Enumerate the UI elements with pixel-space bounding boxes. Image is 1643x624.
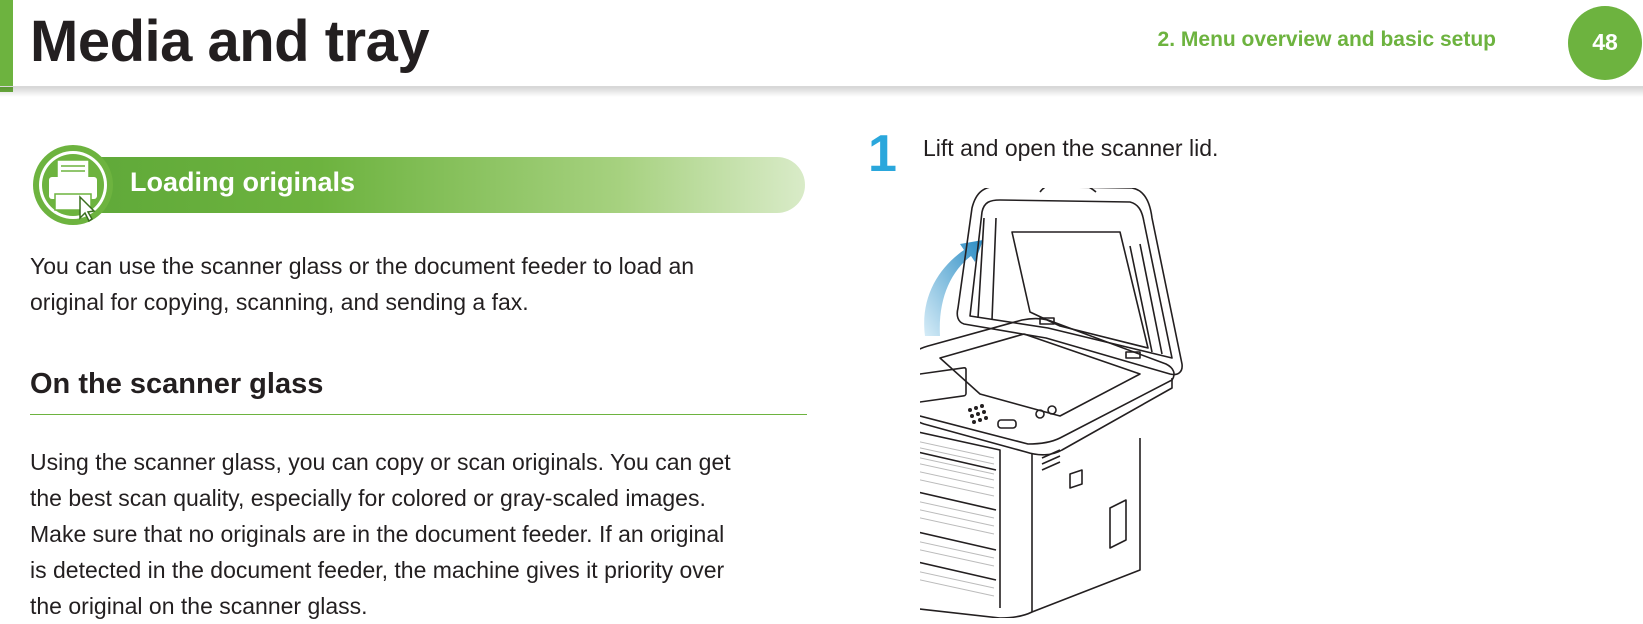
paragraph-line: Make sure that no originals are in the document feeder. If an original: [30, 521, 725, 547]
subsection-heading: On the scanner glass: [30, 368, 324, 400]
section-title: Loading originals: [130, 167, 356, 197]
chapter-title: 2. Menu overview and basic setup: [1157, 28, 1496, 51]
paragraph-line: is detected in the document feeder, the machine gives it priority over: [30, 557, 725, 583]
header-accent-bar: [0, 0, 13, 92]
scanner-glass-paragraph: [30, 444, 810, 624]
paragraph-line: original for copying, scanning, and sending a fax.: [30, 289, 529, 315]
printer-document-icon: [30, 142, 116, 228]
page-number-badge: 48: [1568, 6, 1642, 80]
subsection-divider: [30, 414, 807, 415]
lift-arrow-icon: [924, 240, 983, 336]
step-number: 1: [868, 125, 897, 183]
paragraph-line: You can use the scanner glass or the document feeder to load an: [30, 253, 695, 279]
header-divider: [0, 86, 1643, 97]
intro-paragraph: [30, 248, 810, 320]
paragraph-line: the original on the scanner glass.: [30, 593, 368, 619]
paragraph-line: Using the scanner glass, you can copy or scan originals. You can get: [30, 449, 731, 475]
printer-scanner-lid-open-illustration: [920, 188, 1240, 618]
paragraph-line: the best scan quality, especially for colored or gray-scaled images.: [30, 485, 706, 511]
page-title: Media and tray: [30, 9, 430, 74]
step-instruction: Lift and open the scanner lid.: [923, 135, 1219, 161]
